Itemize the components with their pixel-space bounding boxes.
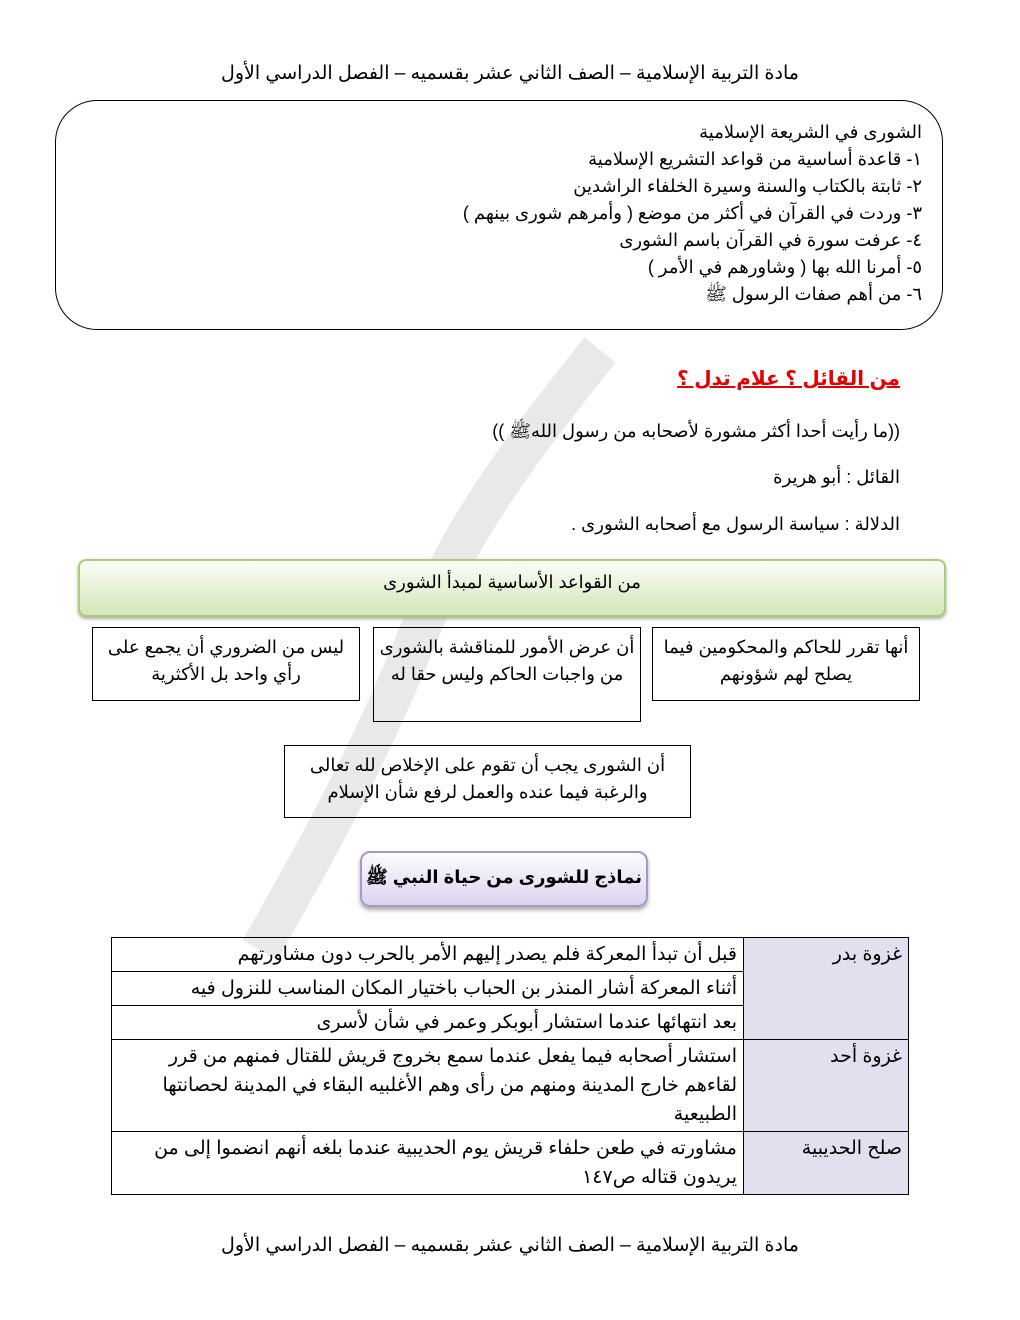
intro-item: ٣- وردت في القرآن في أكثر من موضع ( وأمرهم شورى بينهم ) [462, 203, 922, 223]
event-cell: غزوة أحد [744, 1040, 909, 1132]
intro-item: ٦- من أهم صفات الرسول ﷺ [705, 284, 922, 304]
event-cell: صلح الحديبية [744, 1132, 909, 1195]
detail-cell: قبل أن تبدأ المعركة فلم يصدر إليهم الأمر بالحرب دون مشاورتهم [112, 938, 744, 972]
intro-box [55, 100, 943, 330]
rule-box: أنها تقرر للحاكم والمحكومين فيما يصلح لهم شؤونهم [652, 627, 920, 701]
detail-cell: أثناء المعركة أشار المنذر بن الحباب باختيار المكان المناسب للنزول فيه [112, 972, 744, 1006]
table-row [112, 1040, 909, 1132]
speaker: القائل : أبو هريرة [773, 467, 900, 487]
table-row [112, 1132, 909, 1195]
rules-title-bar: من القواعد الأساسية لمبدأ الشورى [78, 559, 946, 617]
intro-title: الشورى في الشريعة الإسلامية [699, 122, 922, 142]
rule-box: ليس من الضروري أن يجمع على رأي واحد بل الأكثرية [92, 627, 360, 701]
rule-box: أن الشورى يجب أن تقوم على الإخلاص لله تعالى والرغبة فيما عنده والعمل لرفع شأن الإسلام [284, 745, 691, 818]
intro-item: ٥- أمرنا الله بها ( وشاورهم في الأمر ) [647, 257, 922, 277]
question-heading: من القائل ؟ علام تدل ؟ [677, 368, 900, 390]
examples-table [111, 937, 909, 1195]
page-header: مادة التربية الإسلامية – الصف الثاني عشر بقسميه – الفصل الدراسي الأول [221, 63, 799, 84]
meaning: الدلالة : سياسة الرسول مع أصحابه الشورى . [571, 514, 900, 534]
examples-title-button: نماذج للشورى من حياة النبي ﷺ [360, 851, 648, 907]
event-cell: غزوة بدر [744, 938, 909, 1040]
detail-cell: مشاورته في طعن حلفاء قريش يوم الحديبية عندما بلغه أنهم انضموا إلى من يريدون قتاله ص١٤٧ [112, 1132, 744, 1195]
quote: ((ما رأيت أحدا أكثر مشورة لأصحابه من رسول اللهﷺ )) [492, 421, 900, 441]
detail-cell: استشار أصحابه فيما يفعل عندما سمع بخروج قريش للقتال فمنهم من قرر لقاءهم خارج المدينة ومنهم من رأى وهم الأغلبيه البقاء في المدينة لحصانتها الطبيعية [112, 1040, 744, 1132]
page-footer: مادة التربية الإسلامية – الصف الثاني عشر بقسميه – الفصل الدراسي الأول [221, 1235, 799, 1256]
table-row [112, 938, 909, 972]
detail-cell: بعد انتهائها عندما استشار أبوبكر وعمر في شأن لأسرى [112, 1006, 744, 1040]
intro-item: ١- قاعدة أساسية من قواعد التشريع الإسلامية [588, 149, 922, 169]
intro-item: ٤- عرفت سورة في القرآن باسم الشورى [619, 230, 922, 250]
intro-item: ٢- ثابتة بالكتاب والسنة وسيرة الخلفاء الراشدين [573, 176, 922, 196]
rule-box: أن عرض الأمور للمناقشة بالشورى من واجبات الحاكم وليس حقا له [373, 627, 641, 722]
